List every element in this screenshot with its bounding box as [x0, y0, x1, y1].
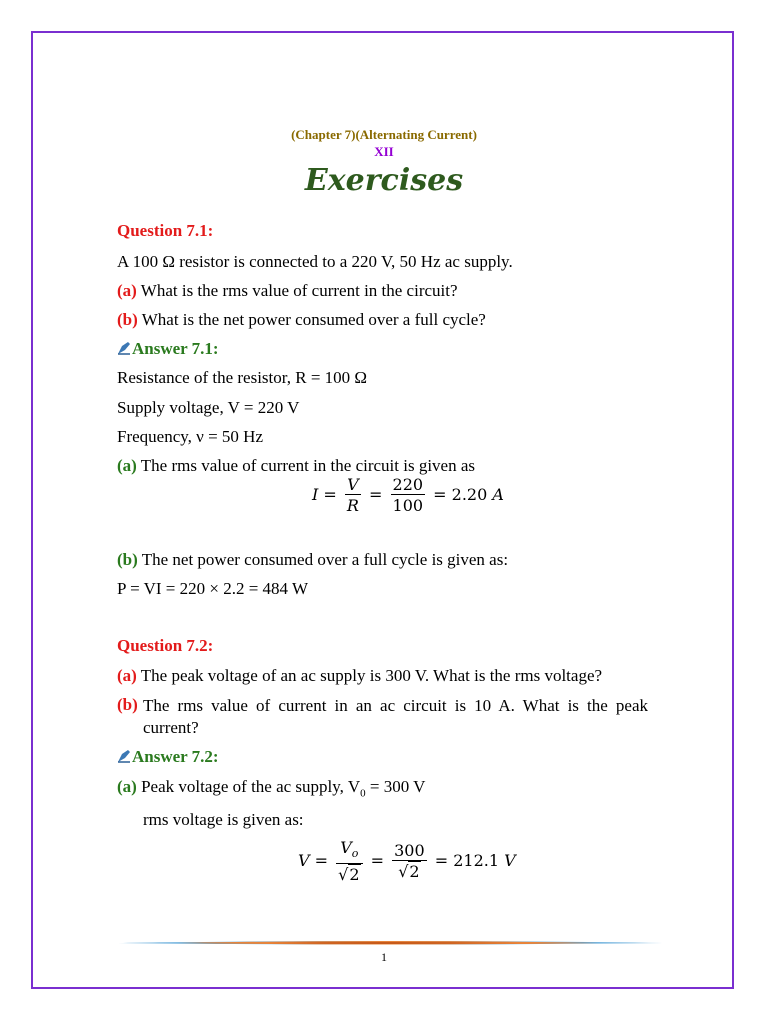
equation-current: I = $\frac{V}{R}$ = $\frac{220}{100}$ = 2.20 A: [312, 475, 504, 515]
radicand: 2: [409, 862, 420, 882]
answer-7-2-heading: [117, 747, 219, 767]
part-label: (a): [117, 281, 137, 300]
question-7-2-part-a: [117, 666, 602, 686]
class-label: XII: [374, 144, 394, 159]
eq-result: 212.1: [453, 851, 500, 871]
answer-7-1-heading: [117, 339, 219, 359]
fraction: [392, 841, 427, 882]
part-text: The rms value of current in an ac circuit is 10 A. What is the peak current?: [143, 696, 648, 737]
answer-7-1-power: P = VI = 220 × 2.2 = 484 W: [117, 579, 309, 598]
eq-unit: A: [492, 485, 504, 504]
answer-heading-text: Answer 7.2:: [132, 747, 219, 766]
eq-lhs: I: [312, 485, 319, 504]
part-label: (a): [117, 666, 137, 685]
part-text-end: = 300 V: [365, 777, 426, 796]
page-title: Exercises: [304, 163, 464, 198]
numerator: 220: [392, 475, 424, 494]
equation-rms-voltage: V = $\frac{V_o}{√2}$ = $\frac{300}{√2}$ = 212.1 V: [298, 838, 516, 885]
question-7-2-part-b: [117, 695, 648, 739]
part-text: The rms value of current in the circuit is given as: [140, 456, 476, 475]
answer-7-1-frequency: Frequency, ν = 50 Hz: [117, 427, 263, 446]
sqrt: √2: [398, 862, 420, 882]
question-7-1-part-a: [117, 281, 458, 301]
answer-7-1-voltage: Supply voltage, V = 220 V: [117, 398, 300, 417]
numerator-subscript: o: [351, 847, 359, 861]
radicand: 2: [349, 865, 360, 885]
answer-7-1-resistance: Resistance of the resistor, R = 100 Ω: [117, 368, 368, 387]
chapter-heading: (Chapter 7)(Alternating Current): [291, 127, 477, 142]
part-label: (b): [117, 310, 138, 329]
eq-lhs: V: [298, 851, 310, 871]
answer-7-2-part-a: [117, 777, 425, 799]
page-number: 1: [381, 950, 387, 964]
pen-icon: [117, 341, 131, 355]
answer-7-2-rms-intro: rms voltage is given as:: [143, 810, 304, 829]
part-text: The peak voltage of an ac supply is 300 V. What is the rms voltage?: [140, 666, 603, 685]
fraction: [345, 475, 361, 516]
numerator: [336, 838, 362, 864]
footer-divider: [118, 938, 663, 948]
denominator: 100: [392, 496, 424, 515]
part-label: (a): [117, 777, 137, 796]
part-label: (b): [117, 550, 138, 569]
eq-result: 2.20: [451, 485, 488, 504]
answer-heading-text: Answer 7.1:: [132, 339, 219, 358]
numerator: V: [345, 475, 361, 495]
fraction: [336, 838, 362, 885]
eq-unit: V: [504, 851, 516, 871]
question-7-1-heading: Question 7.1:: [117, 221, 214, 240]
denominator: R: [346, 496, 359, 515]
question-7-2-heading: Question 7.2:: [117, 636, 214, 655]
sqrt: √2: [338, 865, 360, 885]
numerator-symbol: V: [340, 838, 352, 857]
answer-7-1-part-b: [117, 550, 508, 570]
answer-7-1-part-a: [117, 456, 475, 476]
part-text: The net power consumed over a full cycle is given as:: [141, 550, 509, 569]
fraction: [391, 475, 426, 516]
subscript: 0: [360, 787, 366, 800]
denominator: [392, 861, 427, 882]
denominator: [336, 864, 362, 885]
part-text: Peak voltage of the ac supply, V: [141, 777, 361, 796]
question-7-1-part-b: [117, 310, 486, 330]
part-text: What is the rms value of current in the circuit?: [140, 281, 458, 300]
numerator: 300: [394, 841, 425, 861]
pen-icon: [117, 749, 131, 763]
question-7-1-statement: A 100 Ω resistor is connected to a 220 V, 50 Hz ac supply.: [117, 252, 513, 271]
part-text: What is the net power consumed over a full cycle?: [141, 310, 486, 329]
part-label: (a): [117, 456, 137, 475]
part-label: (b): [117, 695, 138, 714]
